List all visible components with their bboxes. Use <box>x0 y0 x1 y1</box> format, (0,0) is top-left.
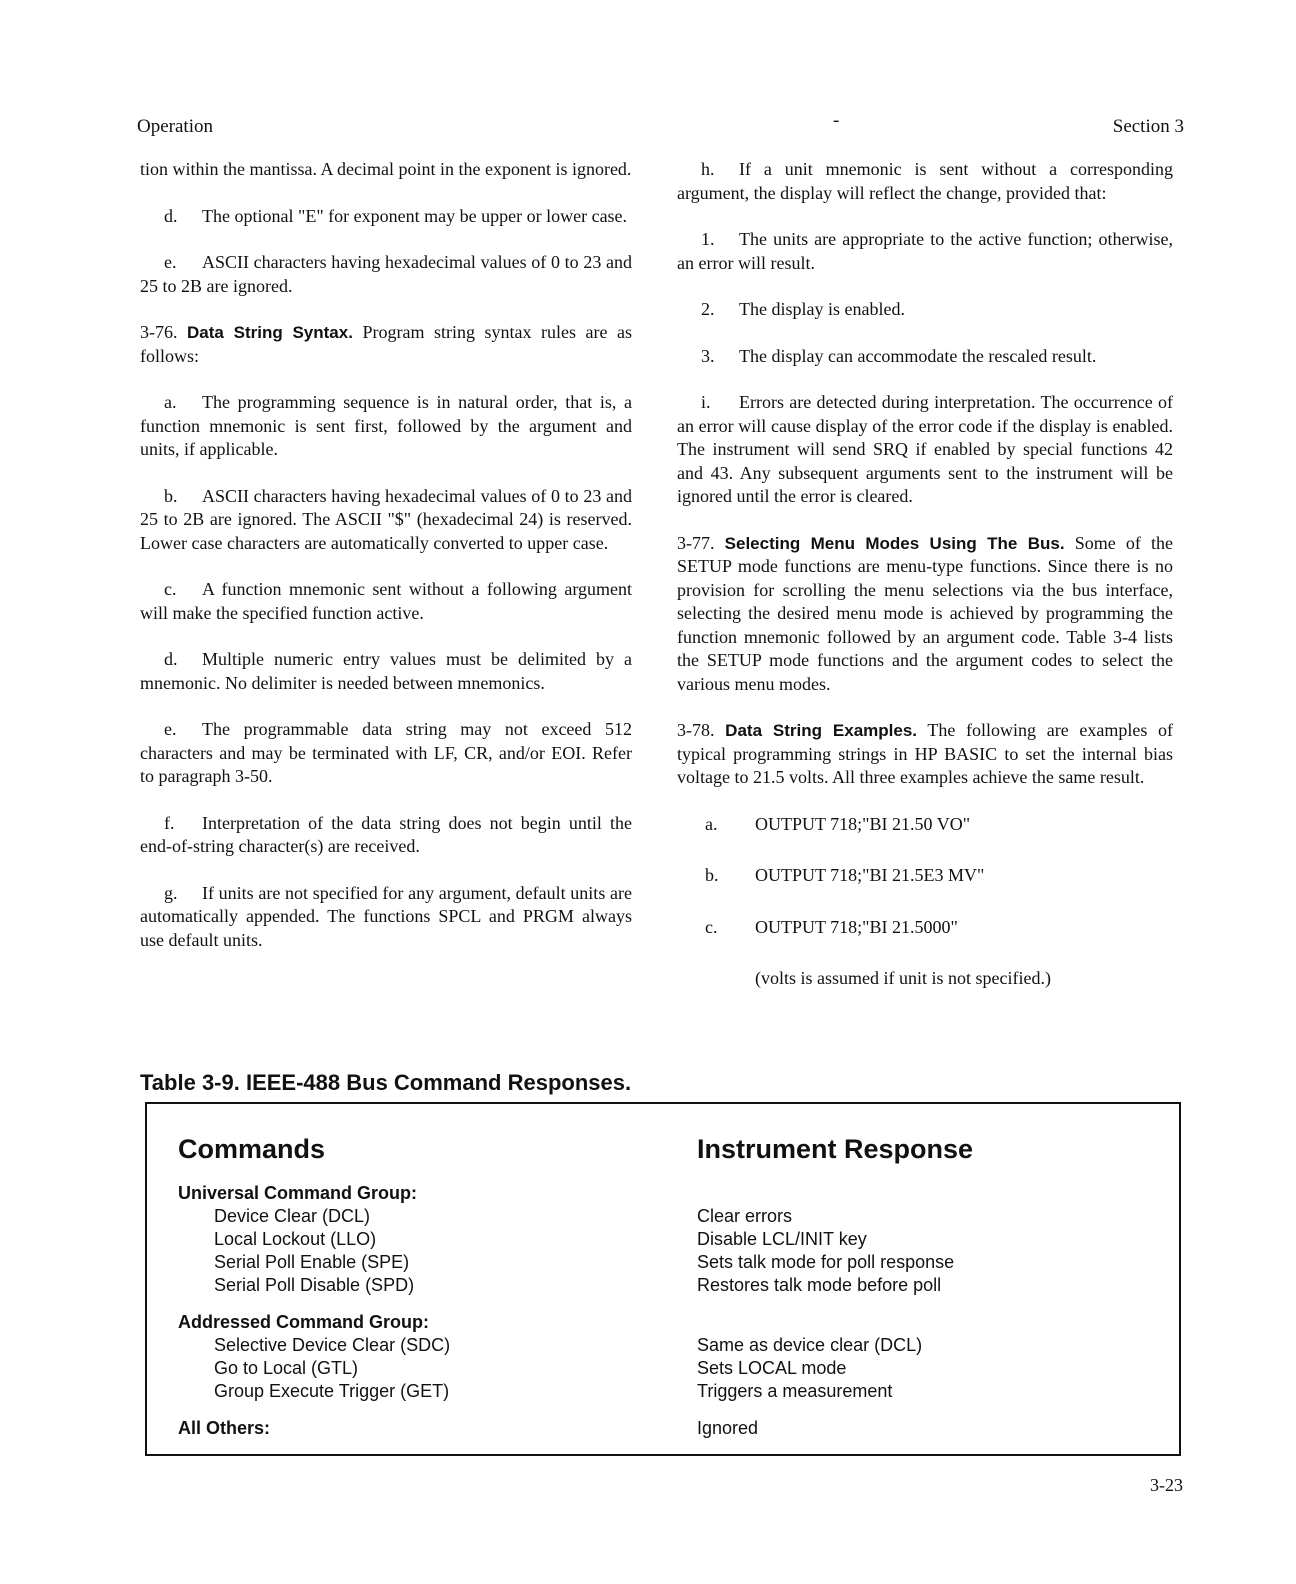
command-cell: Device Clear (DCL) <box>214 1206 371 1226</box>
list-item <box>140 205 632 229</box>
section-number: 3-78. <box>677 720 715 740</box>
response-cell: Sets LOCAL mode <box>697 1358 847 1378</box>
list-text: Multiple numeric entry values must be delimited by a mnemonic. No delimiter is needed between mnemonics. <box>140 649 632 693</box>
table-header-commands: Commands <box>178 1134 326 1164</box>
list-label: d. <box>164 649 178 669</box>
list-text: The units are appropriate to the active function; otherwise, an error will result. <box>677 229 1173 273</box>
response-cell: Restores talk mode before poll <box>697 1275 942 1295</box>
list-label: 3. <box>701 345 715 366</box>
command-cell: Serial Poll Disable (SPD) <box>214 1275 415 1295</box>
list-item <box>140 391 632 462</box>
command-response-table <box>145 1102 1181 1456</box>
list-item <box>140 718 632 789</box>
section-3-77 <box>677 532 1173 697</box>
list-text: Interpretation of the data string does not begin until the end-of-string character(s) are received. <box>140 812 632 856</box>
response-cell: Sets talk mode for poll response <box>697 1252 955 1272</box>
section-title: Data String Syntax. <box>187 323 353 342</box>
response-cell: Disable LCL/INIT key <box>697 1229 867 1249</box>
list-label: f. <box>164 812 175 833</box>
section-title: Selecting Menu Modes Using The Bus. <box>724 533 1065 553</box>
example-code: OUTPUT 718;"BI 21.50 VO" <box>755 813 971 834</box>
left-column <box>140 158 632 975</box>
section-number: 3-76. <box>140 322 178 342</box>
table-header-response: Instrument Response <box>697 1134 974 1164</box>
response-cell: Ignored <box>697 1418 759 1438</box>
list-text: The display can accommodate the rescaled result. <box>739 345 1097 366</box>
list-item <box>140 578 632 625</box>
example-code: OUTPUT 718;"BI 21.5E3 MV" <box>755 865 985 885</box>
list-text: A function mnemonic sent without a following argument will make the specified function active. <box>140 579 632 623</box>
header-dash: - <box>833 110 840 131</box>
command-cell: Group Execute Trigger (GET) <box>214 1381 450 1401</box>
list-label: 1. <box>701 229 715 249</box>
section-text: Program string syntax rules are as follows: <box>140 322 633 366</box>
section-title: Data String Examples. <box>725 721 918 740</box>
running-header-left: Operation <box>137 116 213 137</box>
section-3-76 <box>140 321 632 368</box>
right-column <box>677 158 1173 1014</box>
response-cell: Triggers a measurement <box>697 1381 893 1401</box>
list-item <box>677 391 1173 509</box>
list-text: If a unit mnemonic is sent without a corresponding argument, the display will reflect the change, provided that: <box>677 159 1173 203</box>
list-item <box>140 251 632 298</box>
list-item <box>677 158 1173 205</box>
example-item <box>677 916 1173 940</box>
command-cell: Serial Poll Enable (SPE) <box>214 1252 410 1272</box>
list-item <box>140 648 632 695</box>
command-cell: Local Lockout (LLO) <box>214 1229 377 1249</box>
numbered-item <box>677 345 1173 369</box>
example-note: (volts is assumed if unit is not specified.) <box>755 968 1051 988</box>
numbered-item <box>677 228 1173 275</box>
list-text: The programming sequence is in natural order, that is, a function mnemonic is sent first, followed by the argument and units, if applicable. <box>140 392 632 459</box>
list-label: e. <box>164 719 177 739</box>
command-cell: Selective Device Clear (SDC) <box>214 1335 451 1355</box>
list-item <box>140 812 632 859</box>
responses-column <box>697 1182 954 1440</box>
list-label: d. <box>164 205 178 226</box>
page-number: 3-23 <box>1150 1475 1183 1495</box>
example-item <box>677 813 1173 837</box>
section-number: 3-77. <box>677 532 715 553</box>
list-text: Errors are detected during interpretation. The occurrence of an error will cause display of the error code if the display is enabled. The instrument will send SRQ if enabled by special functions 42 and 43. Any subsequent arguments sent to the instrument will be ignored until the error is cleared. <box>677 392 1173 506</box>
list-label: i. <box>701 392 711 412</box>
list-label: e. <box>164 252 177 272</box>
response-cell: Same as device clear (DCL) <box>697 1335 923 1355</box>
table-caption: Table 3-9. IEEE-488 Bus Command Responses. <box>140 1070 632 1095</box>
list-label: h. <box>701 159 715 179</box>
example-label: b. <box>705 865 719 885</box>
commands-column <box>178 1182 450 1440</box>
numbered-item <box>677 298 1173 322</box>
list-text: The optional "E" for exponent may be upper or lower case. <box>202 205 628 226</box>
list-text: ASCII characters having hexadecimal values of 0 to 23 and 25 to 2B are ignored. <box>140 252 632 296</box>
example-item <box>677 864 1173 888</box>
group-label-universal: Universal Command Group: <box>178 1183 418 1203</box>
group-label-addressed: Addressed Command Group: <box>178 1312 430 1332</box>
list-label: a. <box>164 392 177 412</box>
list-label: c. <box>164 579 177 599</box>
list-text: If units are not specified for any argument, default units are automatically appended. The functions SPCL and PRGM always use default units. <box>140 882 632 950</box>
running-header-right: Section 3 <box>1112 116 1184 137</box>
list-text: ASCII characters having hexadecimal values of 0 to 23 and 25 to 2B are ignored. The ASCII "$" (hexadecimal 24) is reserved. Lower case characters are automatically converted to upper case. <box>140 485 632 553</box>
response-cell: Clear errors <box>697 1206 793 1226</box>
group-label-others: All Others: <box>178 1418 271 1438</box>
list-label: g. <box>164 882 178 903</box>
section-text: The following are examples of typical programming strings in HP BASIC to set the internal bias voltage to 21.5 volts. All three examples achieve the same result. <box>677 720 1173 787</box>
command-cell: Go to Local (GTL) <box>214 1358 359 1378</box>
list-text: The display is enabled. <box>739 299 905 319</box>
example-label: a. <box>705 813 718 834</box>
section-text: Some of the SETUP mode functions are menu-type functions. Since there is no provision for scrolling the menu selections via the bus interface, selecting the desired menu mode is achieved by programming the function mnemonic followed by an argument code. Table 3-4 lists the SETUP mode functions and the argument codes to select the various menu modes. <box>677 532 1174 694</box>
list-label: b. <box>164 485 178 506</box>
list-text: The programmable data string may not exceed 512 characters and may be terminated with LF, CR, and/or EOI. Refer to paragraph 3-50. <box>140 719 632 786</box>
example-code: OUTPUT 718;"BI 21.5000" <box>755 916 958 937</box>
list-item <box>140 485 632 556</box>
section-3-78 <box>677 719 1173 790</box>
list-item <box>140 882 632 953</box>
example-label: c. <box>705 916 718 937</box>
list-label: 2. <box>701 299 715 319</box>
paragraph-continued: tion within the mantissa. A decimal point in the exponent is ignored. <box>140 159 632 179</box>
